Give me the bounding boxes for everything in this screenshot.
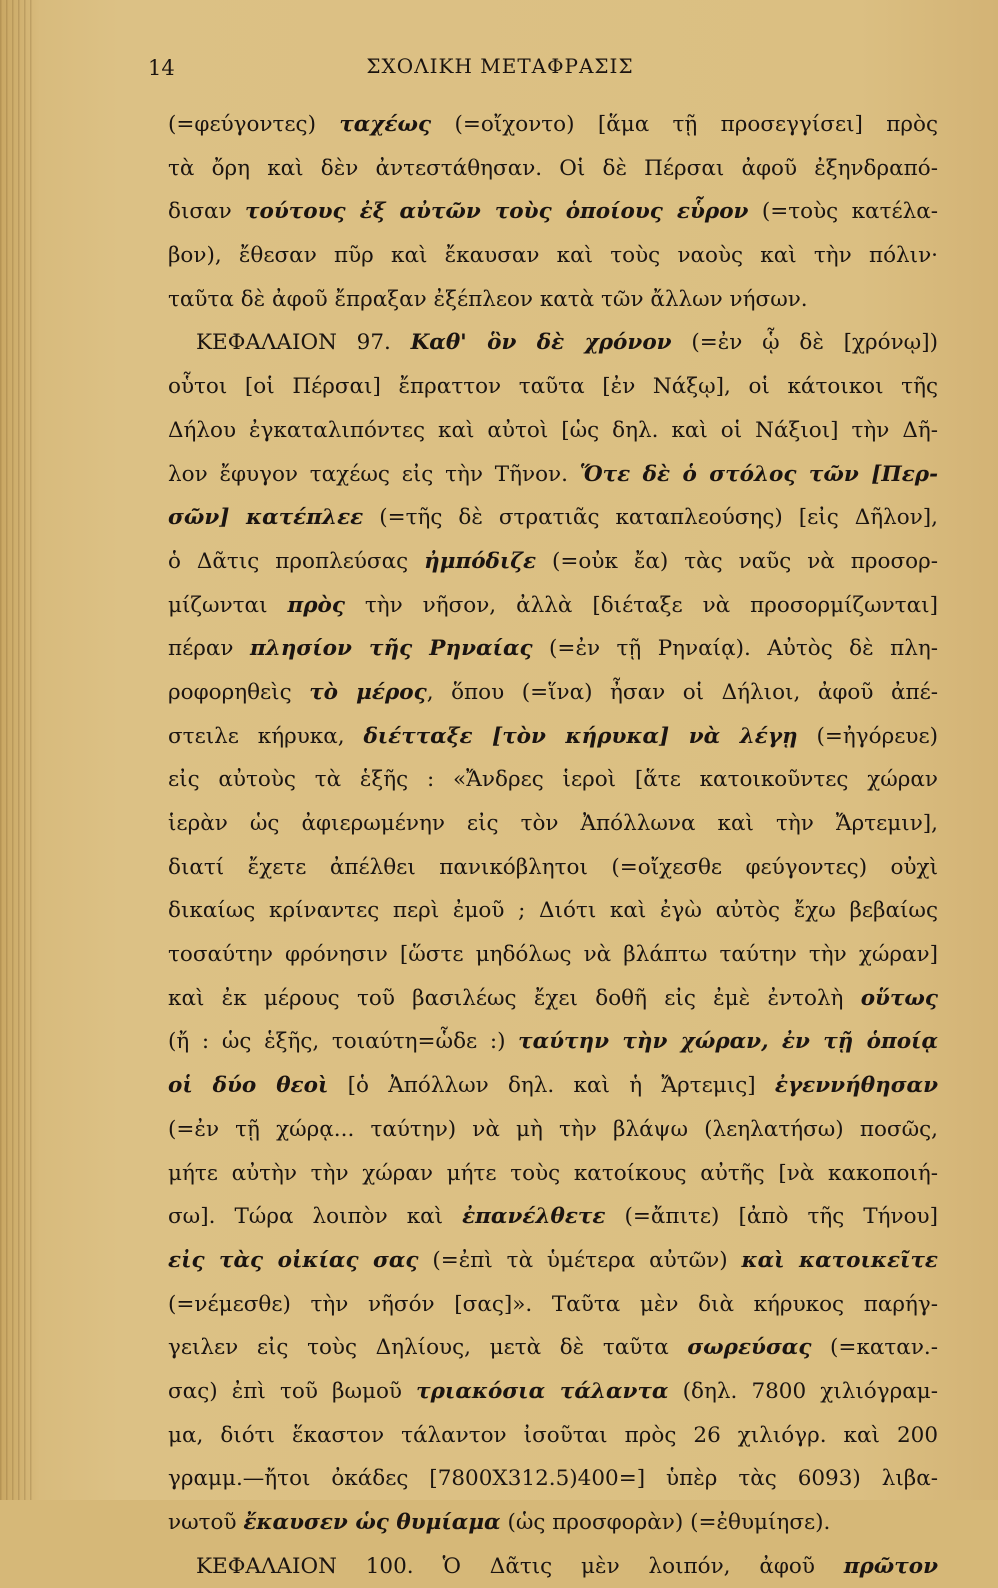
running-title: ΣΧΟΛΙΚΗ ΜΕΤΑΦΡΑΣΙΣ <box>366 54 634 78</box>
text-segment: (=φεύγοντες) <box>168 112 340 137</box>
text-segment: ὁ Δᾶτις προπλεύσας <box>168 548 425 574</box>
emphasized-phrase: τριακόσια τάλαντα <box>416 1378 669 1404</box>
text-line <box>168 802 938 846</box>
text-segment: ροφορηθεὶς <box>168 679 310 705</box>
text-segment: (=τῆς δὲ στρατιᾶς καταπλεούσης) [εἰς Δῆλον], <box>363 505 938 531</box>
page-header <box>0 50 998 90</box>
text-segment: (=ἐπὶ τὰ ὑμέτερα αὐτῶν) <box>418 1247 742 1273</box>
text-segment: (ἤ : ὡς ἑξῆς, τοιαύτη=ὧδε :) <box>168 1029 519 1055</box>
text-segment: οὗτοι [οἱ Πέρσαι] ἔπραττον ταῦτα [ἐν Νάξῳ], οἱ κάτοικοι τῆς <box>168 374 938 400</box>
text-segment: τοσαύτην φρόνησιν [ὥστε μηδόλως νὰ βλάπτω ταύτην τὴν χώραν] <box>168 942 938 968</box>
emphasized-phrase: Καθ' ὃν δὲ χρόνον <box>410 330 672 356</box>
emphasized-phrase: εἰς τὰς οἰκίας σας <box>168 1247 419 1273</box>
text-segment: (=οἴχοντο) [ἅμα τῇ προσεγγίσει] πρὸς <box>431 112 939 137</box>
text-segment: δικαίως κρίναντες περὶ ἐμοῦ ; Διότι καὶ ἐγὼ αὐτὸς ἔχω βεβαίως <box>168 898 938 924</box>
text-segment: (=οὐκ ἔα) τὰς ναῦς νὰ προσορ- <box>536 548 938 574</box>
text-segment: καὶ ἐκ μέρους τοῦ βασιλέως ἔχει δοθῆ εἰς ἐμὲ ἐντολὴ <box>168 985 861 1011</box>
emphasized-phrase: ταύτην τὴν χώραν, ἐν τῇ ὁποίᾳ <box>518 1029 938 1055</box>
text-segment: ἱερὰν ὡς ἀφιερωμένην εἰς τὸν Ἀπόλλωνα καὶ τὴν Ἄρτεμιν], <box>168 811 938 836</box>
page-number: 14 <box>148 56 175 80</box>
text-segment: (=νέμεσθε) τὴν νῆσόν [σας]». Ταῦτα μὲν διὰ κήρυκος παρήγ- <box>168 1291 938 1317</box>
text-line <box>168 540 938 584</box>
text-segment: (=ἐν τῇ χώρᾳ... ταύτην) νὰ μὴ τὴν βλάψω (λεηλατήσω) ποσῶς, <box>168 1116 938 1142</box>
text-segment: νωτοῦ <box>168 1510 244 1535</box>
text-line <box>168 1195 938 1239</box>
text-line <box>168 103 938 147</box>
text-line <box>168 933 938 977</box>
text-line <box>168 321 938 365</box>
text-segment: (=τοὺς κατέλα- <box>748 199 939 225</box>
text-segment: σας) ἐπὶ τοῦ βωμοῦ <box>168 1378 417 1404</box>
text-segment: μήτε αὐτὴν τὴν χώραν μήτε τοὺς κατοίκους αὐτῆς [νὰ κακοποιή- <box>168 1160 938 1186</box>
text-line <box>168 496 938 540</box>
emphasized-phrase: οὕτως <box>860 985 938 1011</box>
text-line <box>168 409 938 453</box>
text-line <box>168 365 938 409</box>
text-line <box>168 1283 938 1327</box>
text-line <box>168 671 938 715</box>
emphasized-phrase: πλησίον τῆς Ρηναίας <box>249 636 533 662</box>
emphasized-phrase: πρῶτον <box>843 1553 938 1579</box>
text-line <box>168 1545 938 1588</box>
text-segment: σω]. Τώρα λοιπὸν καὶ <box>168 1204 463 1230</box>
emphasized-phrase: καὶ κατοικεῖτε <box>741 1247 938 1273</box>
emphasized-phrase: ταχέως <box>339 112 432 137</box>
text-segment: ΚΕΦΑΛΑΙΟΝ 100. Ὁ Δᾶτις μὲν λοιπόν, ἀφοῦ <box>196 1553 844 1579</box>
text-line <box>168 453 938 497</box>
text-line <box>168 1152 938 1196</box>
text-segment: διατί ἔχετε ἀπέλθει πανικόβλητοι (=οἴχεσθε φεύγοντες) οὐχὶ <box>168 854 938 880</box>
text-line <box>168 1020 938 1064</box>
emphasized-phrase: Ὅτε δὲ ὁ στόλος τῶν [Περ- <box>579 461 938 487</box>
text-line <box>168 846 938 890</box>
text-line <box>168 584 938 628</box>
emphasized-phrase: τὸ μέρος <box>309 679 427 705</box>
emphasized-phrase: ἐγεννήθησαν <box>774 1073 939 1099</box>
text-segment: τὰ ὄρη καὶ δὲν ἀντεστάθησαν. Οἱ δὲ Πέρσαι ἀφοῦ ἐξηνδραπό- <box>168 155 938 181</box>
text-segment: μίζωνται <box>168 592 288 618</box>
text-line <box>168 1414 938 1458</box>
text-segment: γραμμ.—ἤτοι ὀκάδες [7800Χ312.5)400=] ὑπὲρ τὰς 6093) λιβα- <box>168 1466 938 1492</box>
text-segment: (=ἐν τῇ Ρηναίᾳ). Αὐτὸς δὲ πλη- <box>532 636 938 662</box>
text-line <box>168 1501 938 1545</box>
emphasized-phrase: ἔκαυσεν ὡς θυμίαμα <box>243 1510 501 1535</box>
text-segment: [ὁ Ἀπόλλων δηλ. καὶ ἡ Ἄρτεμις] <box>328 1073 775 1099</box>
text-segment: (=ἠγόρευε) <box>797 723 938 749</box>
page-edge-shadow <box>0 0 34 1500</box>
text-line <box>168 627 938 671</box>
emphasized-phrase: σῶν] κατέπλεε <box>168 505 364 531</box>
text-segment: (=ἄπιτε) [ἀπὸ τῆς Τήνου] <box>605 1204 938 1230</box>
text-segment: (ὡς προσφορὰν) (=ἐθυμίησε). <box>500 1510 831 1535</box>
emphasized-phrase: σωρεύσας <box>687 1335 812 1361</box>
text-segment: γειλεν εἰς τοὺς Δηλίους, μετὰ δὲ ταῦτα <box>168 1335 688 1361</box>
emphasized-phrase: ἠμπόδιζε <box>424 548 537 574</box>
text-line <box>168 234 938 278</box>
text-segment: , ὅπου (=ἵνα) ἦσαν οἱ Δήλιοι, ἀφοῦ ἀπέ- <box>426 679 938 705</box>
text-line <box>168 1108 938 1152</box>
emphasized-phrase: οἱ δύο θεοὶ <box>168 1073 329 1099</box>
text-segment: Δήλου ἐγκαταλιπόντες καὶ αὐτοὶ [ὡς δηλ. καὶ οἱ Νάξιοι] τὴν Δῆ- <box>168 417 938 443</box>
text-segment: πέραν <box>168 636 250 662</box>
text-line <box>168 1457 938 1501</box>
emphasized-phrase: τούτους ἐξ αὐτῶν τοὺς ὁποίους εὗρον <box>245 199 749 225</box>
text-line <box>168 715 938 759</box>
text-line <box>168 1326 938 1370</box>
text-segment: δισαν <box>168 199 246 225</box>
text-line <box>168 977 938 1021</box>
text-line <box>168 147 938 191</box>
text-line <box>168 889 938 933</box>
text-line <box>168 1064 938 1108</box>
text-segment: (δηλ. 7800 χιλιόγραμ- <box>668 1378 939 1404</box>
emphasized-phrase: πρὸς <box>287 592 345 618</box>
text-segment: τὴν νῆσον, ἀλλὰ [διέταξε νὰ προσορμίζωνται] <box>344 592 938 618</box>
text-segment: (=καταν.- <box>811 1335 938 1361</box>
text-segment: μα, διότι ἕκαστον τάλαντον ἰσοῦται πρὸς 26 χιλιόγρ. καὶ 200 <box>168 1422 938 1448</box>
text-line <box>168 190 938 234</box>
text-segment: στειλε κήρυκα, <box>168 723 364 749</box>
text-segment: λον ἔφυγον ταχέως εἰς τὴν Τῆνον. <box>168 461 580 487</box>
text-segment: βον), ἔθεσαν πῦρ καὶ ἔκαυσαν καὶ τοὺς ναοὺς καὶ τὴν πόλιν· <box>168 243 938 269</box>
text-line <box>168 1370 938 1414</box>
text-line <box>168 758 938 802</box>
emphasized-phrase: διέτταξε [τὸν κήρυκα] νὰ λέγῃ <box>363 723 798 749</box>
text-segment: (=ἐν ᾧ δὲ [χρόνῳ]) <box>671 330 938 356</box>
emphasized-phrase: ἐπανέλθετε <box>462 1204 606 1230</box>
text-segment: ΚΕΦΑΛΑΙΟΝ 97. <box>196 330 411 356</box>
text-line <box>168 1239 938 1283</box>
body-text <box>168 103 938 1588</box>
text-line <box>168 278 938 322</box>
text-segment: εἰς αὐτοὺς τὰ ἑξῆς : «Ἄνδρες ἱεροὶ [ἅτε κατοικοῦντες χώραν <box>168 767 938 793</box>
text-segment: ταῦτα δὲ ἀφοῦ ἔπραξαν ἐξέπλεον κατὰ τῶν ἄλλων νήσων. <box>168 286 808 312</box>
